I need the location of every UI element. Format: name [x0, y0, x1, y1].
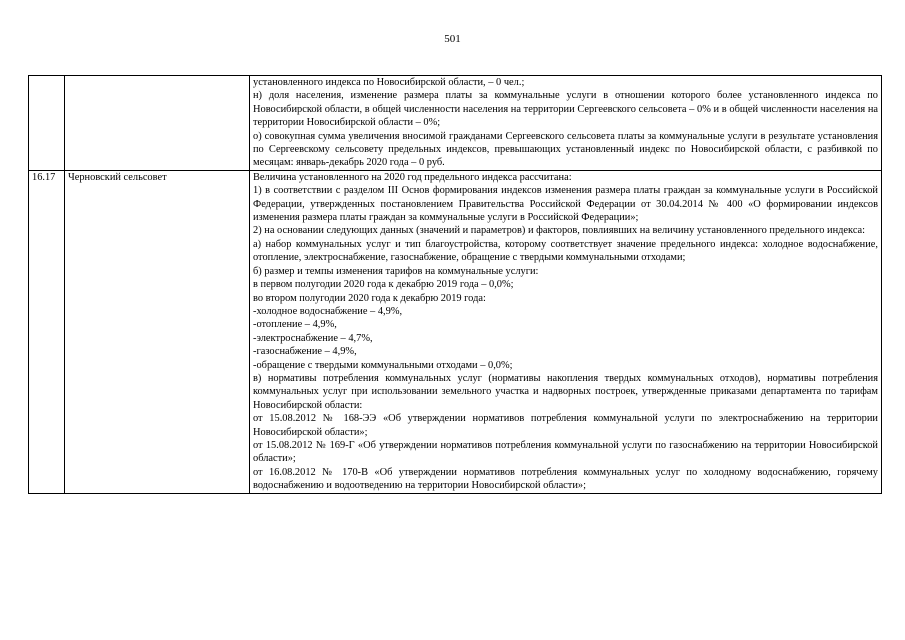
paragraph: 2) на основании следующих данных (значений и параметров) и факторов, повлиявших на величину установленного предельного индекса: — [253, 225, 866, 237]
row-number-cell — [29, 76, 65, 171]
paragraph: в первом полугодии 2020 года к декабрю 2019 года – 0,0%; — [253, 279, 514, 291]
paragraph: б) размер и темпы изменения тарифов на коммунальные услуги: — [253, 265, 539, 277]
paragraph: от 16.08.2012 № 170-В «Об утверждении нормативов потребления коммунальных услуг по холодному водоснабжению, горячему водоснабжению и водоотведению на территории Новосибирской области»; — [253, 466, 878, 492]
paragraph: от 15.08.2012 № 168-ЭЭ «Об утверждении нормативов потребления коммунальной услуги по электроснабжению на территории Новосибирской области»; — [253, 413, 878, 438]
description-cell — [250, 170, 882, 493]
paragraph: в) нормативы потребления коммунальных услуг (нормативы накопления твердых коммунальных отходов), нормативы потребления коммунальных услуг при использовании земельного участка и надворных построек, утвержденные приказами департамента по тарифам Новосибирской области: — [253, 372, 878, 411]
paragraph: Величина установленного на 2020 год предельного индекса рассчитана: — [253, 171, 572, 183]
table-row — [29, 76, 882, 171]
paragraph: -холодное водоснабжение – 4,9%, — [253, 305, 403, 317]
paragraph: -отопление – 4,9%, — [253, 319, 337, 331]
municipality-name-cell — [65, 76, 250, 171]
page-number: 501 — [444, 33, 461, 45]
paragraph: о) совокупная сумма увеличения вносимой гражданами Сергеевского сельсовета платы за коммунальные услуги в результате установления по Сергеевскому сельсовету предельных индексов, превышающих установленный индекс по Новосибирской области, с разбивкой по месяцам: январь-декабрь 2020 года – 0 руб. — [253, 130, 878, 169]
paragraph: н) доля населения, изменение размера платы за коммунальные услуги в отношении которого более установленного индекса по Новосибирской области, в общей численности населения на территории Сергеевского сельсовета – 0% и в общей численности населения на территории Новосибирской области – 0%; — [253, 90, 878, 129]
paragraph: от 15.08.2012 № 169-Г «Об утверждении нормативов потребления коммунальной услуги по газоснабжению на территории Новосибирской области»; — [253, 439, 878, 465]
row-number-cell: 16.17 — [29, 170, 65, 493]
municipality-name-cell: Черновский сельсовет — [65, 170, 250, 493]
paragraph: -электроснабжение – 4,7%, — [253, 332, 373, 344]
document-table — [28, 75, 882, 494]
paragraph: -газоснабжение – 4,9%, — [253, 346, 357, 358]
paragraph: установленного индекса по Новосибирской области, – 0 чел.; — [253, 77, 525, 88]
paragraph: а) набор коммунальных услуг и тип благоустройства, которому соответствует значение предельного индекса: холодное водоснабжение, отопление, электроснабжение, газоснабжение, обращение с твердыми коммунальными отходами; — [253, 238, 878, 264]
paragraph: во втором полугодии 2020 года к декабрю 2019 года: — [253, 292, 486, 304]
paragraph: 1) в соответствии с разделом III Основ формирования индексов изменения размера платы граждан за коммунальные услуги в Российской Федерации, утвержденных постановлением Правительства Российской Федерации от 30.04.2014 № 400 «О формировании индексов изменения размера платы граждан за коммунальные услуги в Российской Федерации»; — [253, 185, 878, 224]
table-row — [29, 170, 882, 493]
description-cell — [250, 76, 882, 171]
paragraph: -обращение с твердыми коммунальными отходами – 0,0%; — [253, 359, 513, 371]
